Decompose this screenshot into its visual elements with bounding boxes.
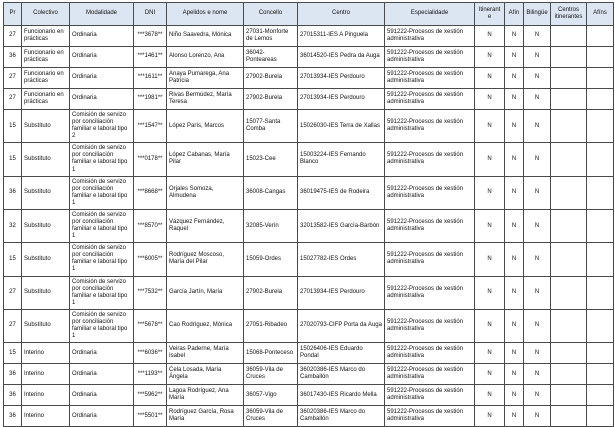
cell-afins — [587, 89, 614, 110]
cell-especialidade: 591222-Procesos de xestión administrativa — [385, 276, 475, 309]
table-row — [4, 276, 614, 309]
cell-colectivo: Interino — [22, 385, 70, 406]
table-header — [4, 3, 614, 26]
cell-itinerante: N — [475, 309, 505, 342]
cell-centro: 36014520-IES Pedra da Auga — [298, 47, 385, 68]
cell-itinerante: N — [475, 176, 505, 209]
cell-centros_itinerantes — [551, 26, 587, 47]
cell-especialidade: 591222-Procesos de xestión administrativa — [385, 68, 475, 89]
cell-centro: 36020386-IES Marco do Camballón — [298, 364, 385, 385]
cell-bilingue: N — [524, 276, 551, 309]
cell-afins — [587, 209, 614, 242]
cell-afins — [587, 176, 614, 209]
table-row — [4, 343, 614, 364]
cell-bilingue: N — [524, 26, 551, 47]
cell-centros_itinerantes — [551, 209, 587, 242]
cell-modalidade: Ordinaria — [70, 47, 134, 68]
cell-afins — [587, 276, 614, 309]
cell-pr: 15 — [4, 143, 22, 176]
cell-especialidade: 591222-Procesos de xestión administrativa — [385, 406, 475, 427]
cell-centro: 15027782-IES Ordes — [298, 243, 385, 276]
cell-colectivo: Substituto — [22, 143, 70, 176]
column-header-itinerante: Itinerante — [475, 3, 505, 26]
cell-especialidade: 591222-Procesos de xestión administrativa — [385, 143, 475, 176]
cell-pr: 36 — [4, 364, 22, 385]
assignments-table — [3, 2, 614, 427]
cell-concello: 36057-Vigo — [244, 385, 298, 406]
cell-pr: 27 — [4, 68, 22, 89]
cell-bilingue: N — [524, 406, 551, 427]
column-header-concello: Concello — [244, 3, 298, 26]
cell-concello: 27902-Burela — [244, 276, 298, 309]
cell-centros_itinerantes — [551, 68, 587, 89]
cell-pr: 27 — [4, 89, 22, 110]
cell-centro: 36017430-IES Ricardo Mella — [298, 385, 385, 406]
cell-bilingue: N — [524, 68, 551, 89]
cell-afin: N — [505, 47, 524, 68]
cell-pr: 15 — [4, 243, 22, 276]
cell-modalidade: Ordinaria — [70, 406, 134, 427]
column-header-afins: Afíns — [587, 3, 614, 26]
cell-colectivo: Substituto — [22, 309, 70, 342]
cell-afins — [587, 243, 614, 276]
column-header-dni: DNI — [134, 3, 167, 26]
cell-concello: 36042-Ponteareas — [244, 47, 298, 68]
cell-concello: 27902-Burela — [244, 89, 298, 110]
cell-concello: 36059-Vila de Cruces — [244, 364, 298, 385]
cell-centro: 27013934-IES Perdouro — [298, 89, 385, 110]
column-header-centros_itinerantes: Centros itinerantes — [551, 3, 587, 26]
cell-nome: Cao Rodríguez, Mónica — [167, 309, 244, 342]
cell-centro: 27020793-CIFP Porta da Auga — [298, 309, 385, 342]
cell-bilingue: N — [524, 89, 551, 110]
cell-especialidade: 591222-Procesos de xestión administrativa — [385, 364, 475, 385]
cell-centro: 15026030-IES Terra de Xallas — [298, 110, 385, 143]
cell-afins — [587, 110, 614, 143]
cell-concello: 27051-Ribadeo — [244, 309, 298, 342]
column-header-centro: Centro — [298, 3, 385, 26]
cell-itinerante: N — [475, 143, 505, 176]
cell-modalidade: Ordinaria — [70, 364, 134, 385]
cell-afin: N — [505, 406, 524, 427]
cell-bilingue: N — [524, 364, 551, 385]
cell-bilingue: N — [524, 110, 551, 143]
cell-afin: N — [505, 309, 524, 342]
cell-dni: ***1611** — [134, 68, 167, 89]
cell-modalidade: Ordinaria — [70, 385, 134, 406]
cell-afin: N — [505, 68, 524, 89]
cell-dni: ***6036** — [134, 343, 167, 364]
column-header-bilingue: Bilingüe — [524, 3, 551, 26]
cell-especialidade: 591222-Procesos de xestión administrativa — [385, 89, 475, 110]
cell-especialidade: 591222-Procesos de xestión administrativa — [385, 343, 475, 364]
cell-centro: 15026406-IES Eduardo Pondal — [298, 343, 385, 364]
cell-nome: Alonso Lorenzo, Ana — [167, 47, 244, 68]
cell-colectivo: Interino — [22, 343, 70, 364]
cell-afin: N — [505, 276, 524, 309]
cell-nome: Niño Saavedra, Mónica — [167, 26, 244, 47]
cell-modalidade: Comisión de servizo por conciliación familiar e laboral tipo 1 — [70, 176, 134, 209]
cell-nome: Rodríguez Moscoso, María del Pilar — [167, 243, 244, 276]
table-row — [4, 176, 614, 209]
cell-modalidade: Ordinaria — [70, 68, 134, 89]
cell-especialidade: 591222-Procesos de xestión administrativa — [385, 47, 475, 68]
cell-concello: 15023-Cee — [244, 143, 298, 176]
cell-concello: 15077-Santa Comba — [244, 110, 298, 143]
cell-concello: 36059-Vila de Cruces — [244, 406, 298, 427]
cell-modalidade: Ordinaria — [70, 89, 134, 110]
cell-itinerante: N — [475, 343, 505, 364]
cell-centro: 32013582-IES García-Barbón — [298, 209, 385, 242]
cell-itinerante: N — [475, 47, 505, 68]
cell-afins — [587, 343, 614, 364]
cell-modalidade: Comisión de servizo por conciliación familiar e laboral tipo 1 — [70, 243, 134, 276]
cell-especialidade: 591222-Procesos de xestión administrativa — [385, 26, 475, 47]
cell-nome: Anaya Pumarega, Ana Patricia — [167, 68, 244, 89]
cell-afins — [587, 406, 614, 427]
cell-afins — [587, 309, 614, 342]
cell-modalidade: Comisión de servizo por conciliación familiar e laboral tipo 2 — [70, 110, 134, 143]
cell-colectivo: Substituto — [22, 110, 70, 143]
cell-especialidade: 591222-Procesos de xestión administrativa — [385, 209, 475, 242]
cell-nome: Orjales Somoza, Almudena — [167, 176, 244, 209]
cell-pr: 27 — [4, 26, 22, 47]
cell-centros_itinerantes — [551, 276, 587, 309]
cell-bilingue: N — [524, 209, 551, 242]
cell-afins — [587, 143, 614, 176]
cell-dni: ***6005** — [134, 243, 167, 276]
cell-itinerante: N — [475, 89, 505, 110]
cell-itinerante: N — [475, 243, 505, 276]
cell-dni: ***1547** — [134, 110, 167, 143]
cell-especialidade: 591222-Procesos de xestión administrativa — [385, 243, 475, 276]
cell-nome: Cela Losada, María Ángela — [167, 364, 244, 385]
table-row — [4, 406, 614, 427]
cell-pr: 36 — [4, 385, 22, 406]
cell-dni: ***1981** — [134, 89, 167, 110]
cell-centro: 27013934-IES Perdouro — [298, 276, 385, 309]
cell-centros_itinerantes — [551, 364, 587, 385]
cell-colectivo: Substituto — [22, 276, 70, 309]
cell-pr: 36 — [4, 176, 22, 209]
cell-bilingue: N — [524, 143, 551, 176]
cell-colectivo: Funcionario en prácticas — [22, 47, 70, 68]
cell-afins — [587, 47, 614, 68]
cell-itinerante: N — [475, 385, 505, 406]
cell-itinerante: N — [475, 364, 505, 385]
cell-centros_itinerantes — [551, 406, 587, 427]
cell-pr: 15 — [4, 343, 22, 364]
cell-centros_itinerantes — [551, 385, 587, 406]
cell-modalidade: Comisión de servizo por conciliación familiar e laboral tipo 1 — [70, 309, 134, 342]
cell-afin: N — [505, 176, 524, 209]
cell-pr: 36 — [4, 406, 22, 427]
cell-centros_itinerantes — [551, 47, 587, 68]
cell-colectivo: Funcionario en prácticas — [22, 89, 70, 110]
cell-dni: ***8668** — [134, 176, 167, 209]
cell-concello: 15059-Ordes — [244, 243, 298, 276]
cell-modalidade: Ordinaria — [70, 26, 134, 47]
cell-afin: N — [505, 209, 524, 242]
cell-colectivo: Interino — [22, 364, 70, 385]
cell-centro: 15003224-IES Fernando Blanco — [298, 143, 385, 176]
cell-itinerante: N — [475, 209, 505, 242]
cell-nome: Veiras Paderne, María Isabel — [167, 343, 244, 364]
cell-itinerante: N — [475, 68, 505, 89]
cell-modalidade: Comisión de servizo por conciliación familiar e laboral tipo 1 — [70, 209, 134, 242]
cell-centros_itinerantes — [551, 89, 587, 110]
cell-colectivo: Substituto — [22, 176, 70, 209]
table-row — [4, 89, 614, 110]
column-header-colectivo: Colectivo — [22, 3, 70, 26]
cell-centro: 36020386-IES Marco do Camballón — [298, 406, 385, 427]
column-header-especialidade: Especialidade — [385, 3, 475, 26]
cell-especialidade: 591222-Procesos de xestión administrativa — [385, 110, 475, 143]
cell-afins — [587, 364, 614, 385]
cell-dni: ***3678** — [134, 26, 167, 47]
cell-centros_itinerantes — [551, 343, 587, 364]
cell-centro: 27013934-IES Perdouro — [298, 68, 385, 89]
cell-bilingue: N — [524, 309, 551, 342]
cell-bilingue: N — [524, 343, 551, 364]
cell-especialidade: 591222-Procesos de xestión administrativa — [385, 309, 475, 342]
cell-afin: N — [505, 26, 524, 47]
table-row — [4, 110, 614, 143]
column-header-nome: Apelidos e nome — [167, 3, 244, 26]
column-header-pr: Pr — [4, 3, 22, 26]
cell-dni: ***1461** — [134, 47, 167, 68]
cell-colectivo: Substituto — [22, 209, 70, 242]
cell-itinerante: N — [475, 26, 505, 47]
table-header-row — [4, 3, 614, 26]
table-row — [4, 26, 614, 47]
cell-pr: 36 — [4, 47, 22, 68]
cell-afins — [587, 26, 614, 47]
table-row — [4, 209, 614, 242]
cell-centros_itinerantes — [551, 143, 587, 176]
cell-bilingue: N — [524, 47, 551, 68]
table-row — [4, 385, 614, 406]
table-body — [4, 26, 614, 427]
cell-centro: 27015311-IES A Pinguela — [298, 26, 385, 47]
cell-bilingue: N — [524, 243, 551, 276]
cell-colectivo: Funcionario en prácticas — [22, 68, 70, 89]
cell-nome: Vázquez Fernández, Raquel — [167, 209, 244, 242]
cell-concello: 27902-Burela — [244, 68, 298, 89]
cell-nome: López París, Marcos — [167, 110, 244, 143]
cell-modalidade: Ordinaria — [70, 343, 134, 364]
cell-modalidade: Comisión de servizo por conciliación familiar e laboral tipo 1 — [70, 276, 134, 309]
cell-dni: ***1193** — [134, 364, 167, 385]
cell-pr: 27 — [4, 309, 22, 342]
table-row — [4, 47, 614, 68]
column-header-modalidade: Modalidade — [70, 3, 134, 26]
table-row — [4, 309, 614, 342]
column-header-afin: Afín — [505, 3, 524, 26]
cell-itinerante: N — [475, 110, 505, 143]
cell-dni: ***8570** — [134, 209, 167, 242]
cell-concello: 32085-Verín — [244, 209, 298, 242]
cell-centros_itinerantes — [551, 309, 587, 342]
table-row — [4, 143, 614, 176]
cell-dni: ***0178** — [134, 143, 167, 176]
cell-afins — [587, 68, 614, 89]
cell-itinerante: N — [475, 406, 505, 427]
cell-concello: 36008-Cangas — [244, 176, 298, 209]
cell-dni: ***7532** — [134, 276, 167, 309]
cell-dni: ***5962** — [134, 385, 167, 406]
cell-pr: 15 — [4, 110, 22, 143]
cell-especialidade: 591222-Procesos de xestión administrativa — [385, 385, 475, 406]
cell-afin: N — [505, 385, 524, 406]
cell-bilingue: N — [524, 176, 551, 209]
cell-afin: N — [505, 243, 524, 276]
cell-dni: ***5678** — [134, 309, 167, 342]
cell-colectivo: Funcionario en prácticas — [22, 26, 70, 47]
cell-afin: N — [505, 110, 524, 143]
cell-centros_itinerantes — [551, 110, 587, 143]
table-row — [4, 364, 614, 385]
cell-especialidade: 591222-Procesos de xestión administrativa — [385, 176, 475, 209]
cell-nome: García Jartín, María — [167, 276, 244, 309]
cell-afin: N — [505, 364, 524, 385]
cell-centros_itinerantes — [551, 176, 587, 209]
cell-centro: 36019475-IES de Rodeira — [298, 176, 385, 209]
cell-itinerante: N — [475, 276, 505, 309]
cell-colectivo: Interino — [22, 406, 70, 427]
table-row — [4, 68, 614, 89]
cell-dni: ***5501** — [134, 406, 167, 427]
cell-nome: Lagoa Rodríguez, Ana María — [167, 385, 244, 406]
cell-nome: López Cabanas, María Pilar — [167, 143, 244, 176]
cell-nome: Rivas Bermúdez, María Teresa — [167, 89, 244, 110]
cell-nome: Rodríguez García, Rosa María — [167, 406, 244, 427]
cell-afin: N — [505, 143, 524, 176]
cell-afins — [587, 385, 614, 406]
cell-afin: N — [505, 89, 524, 110]
cell-colectivo: Substituto — [22, 243, 70, 276]
cell-afin: N — [505, 343, 524, 364]
cell-pr: 27 — [4, 276, 22, 309]
cell-concello: 27031-Monforte de Lemos — [244, 26, 298, 47]
cell-centros_itinerantes — [551, 243, 587, 276]
cell-pr: 32 — [4, 209, 22, 242]
cell-concello: 15068-Ponteceso — [244, 343, 298, 364]
table-row — [4, 243, 614, 276]
cell-modalidade: Comisión de servizo por conciliación familiar e laboral tipo 1 — [70, 143, 134, 176]
cell-bilingue: N — [524, 385, 551, 406]
